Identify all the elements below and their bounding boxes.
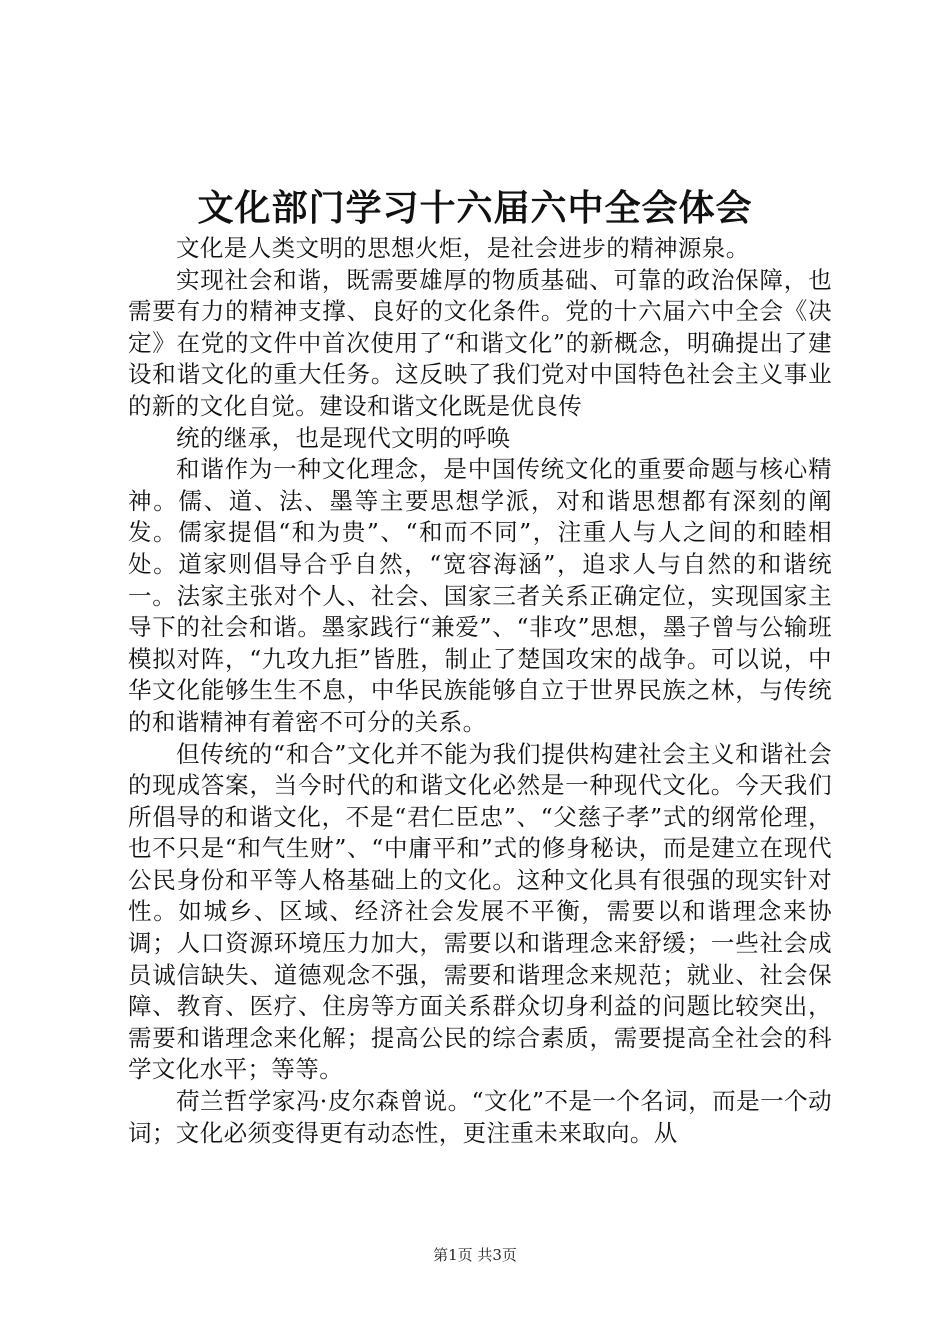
document-title: 文化部门学习十六届六中全会体会 [197, 187, 753, 229]
page-footer: 第1页 共3页 [433, 1246, 517, 1264]
paragraph-social-harmony: 实现社会和谐，既需要雄厚的物质基础、可靠的政治保障，也需要有力的精神支撑、良好的文化条件。党的十六届六中全会《决定》在党的文件中首次使用了“和谐文化”的新概念，明确提出了建设和谐文化的重大任务。这反映了我们党对中国特色社会主义事业的新的文化自觉。建设和谐文化既是优良传 [128, 265, 832, 420]
paragraph-philosopher-quote: 荷兰哲学家冯·皮尔森曾说。“文化”不是一个名词，而是一个动词；文化必须变得更有动态性，更注重未来取向。从 [128, 1087, 832, 1147]
paragraph-modern-culture: 但传统的“和合”文化并不能为我们提供构建社会主义和谐社会的现成答案，当今时代的和谐文化必然是一种现代文化。今天我们所倡导的和谐文化，不是“君仁臣忠”、“父慈子孝”式的纲常伦理，也不只是“和气生财”、“中庸平和”式的修身秘诀，而是建立在现代公民身份和平等人格基础上的文化。这种文化具有很强的现实针对性。如城乡、区域、经济社会发展不平衡，需要以和谐理念来协调；人口资源环境压力加大，需要以和谐理念来舒缓；一些社会成员诚信缺失、道德观念不强，需要和谐理念来规范；就业、社会保障、教育、医疗、住房等方面关系群众切身利益的问题比较突出，需要和谐理念来化解；提高公民的综合素质，需要提高全社会的科学文化水平；等等。 [128, 739, 832, 1084]
paragraph-continuation: 统的继承，也是现代文明的呼唤 [176, 423, 511, 452]
paragraph-traditional-culture: 和谐作为一种文化理念，是中国传统文化的重要命题与核心精神。儒、道、法、墨等主要思想学派，对和谐思想都有深刻的阐发。儒家提倡“和为贵”、“和而不同”，注重人与人之间的和睦相处。道家则倡导合乎自然，“宽容海涵”，追求人与自然的和谐统一。法家主张对个人、社会、国家三者关系正确定位，实现国家主导下的社会和谐。墨家践行“兼爱”、“非攻”思想，墨子曾与公输班模拟对阵，“九攻九拒”皆胜，制止了楚国攻宋的战争。可以说，中华文化能够生生不息，中华民族能够自立于世界民族之林，与传统的和谐精神有着密不可分的关系。 [128, 455, 832, 736]
document-body [128, 233, 832, 1149]
paragraph-intro: 文化是人类文明的思想火炬，是社会进步的精神源泉。 [176, 234, 750, 262]
